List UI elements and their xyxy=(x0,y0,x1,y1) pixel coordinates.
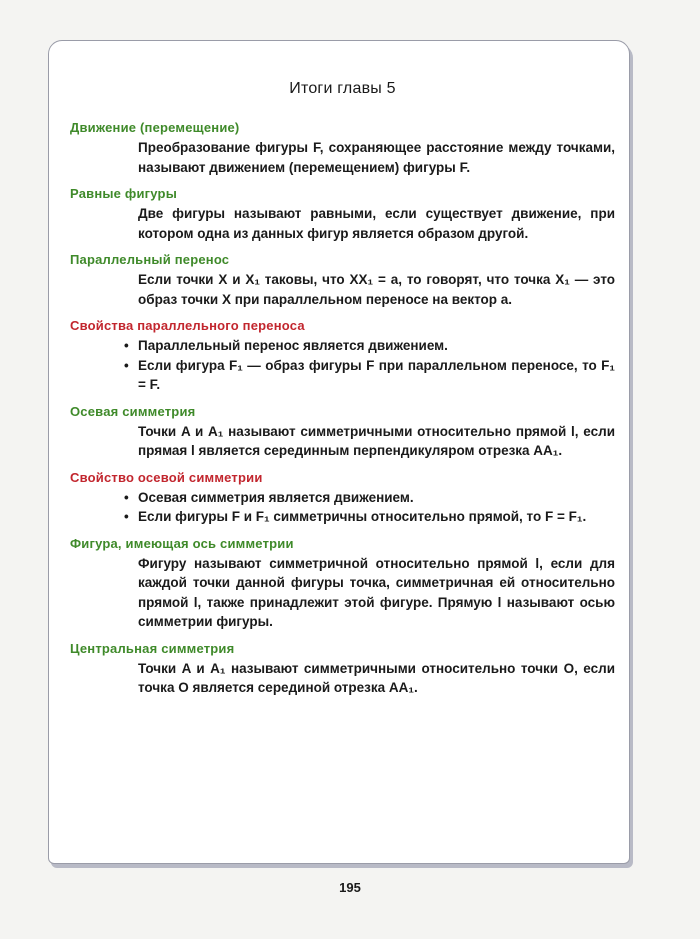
list-item xyxy=(122,356,615,395)
section-text: Точки A и A₁ называют симметричными относительно точки O, если точка O является серединой отрезка AA₁. xyxy=(138,660,615,695)
list-item xyxy=(122,488,615,508)
section-heading: Свойства параллельного переноса xyxy=(70,318,305,333)
section-heading: Центральная симметрия xyxy=(70,640,235,656)
list-item xyxy=(122,507,615,527)
section-text: Фигуру называют симметричной относительно прямой l, если для каждой точки данной фигуры точка, симметричная ей относительно прямой l, также принадлежит этой фигуре. Прямую l называют осью симметрии фигуры. xyxy=(138,555,615,629)
page-number: 195 xyxy=(339,880,361,895)
section-text: Если точки X и X₁ таковы, что XX₁ = a, то говорят, что точка X₁ — это образ точки X при параллельном переносе на вектор a. xyxy=(138,272,615,307)
section-parallel-transfer-properties xyxy=(70,318,615,395)
bullet-list xyxy=(122,488,615,527)
section-axial-symmetry xyxy=(70,404,615,461)
list-item-text: Если фигура F₁ — образ фигуры F при параллельном переносе, то F₁ = F. xyxy=(138,357,615,392)
list-item-text: Параллельный перенос является движением. xyxy=(138,338,448,353)
section-heading: Фигура, имеющая ось симметрии xyxy=(70,535,294,551)
section-heading: Параллельный перенос xyxy=(70,252,230,267)
section-parallel-transfer xyxy=(70,252,615,309)
bullet-icon: • xyxy=(124,489,129,505)
bullet-list xyxy=(122,336,615,395)
section-heading: Равные фигуры xyxy=(70,186,177,201)
list-item-text: Осевая симметрия является движением. xyxy=(138,489,414,505)
list-item-text: Если фигуры F и F₁ симметричны относительно прямой, то F = F₁. xyxy=(138,509,587,524)
section-heading: Движение (перемещение) xyxy=(70,120,240,135)
section-equal-figures xyxy=(70,186,615,243)
section-movement xyxy=(70,120,615,177)
bullet-icon: • xyxy=(124,509,129,524)
bullet-icon: • xyxy=(124,338,129,353)
section-symmetry-axis-figure xyxy=(70,536,615,632)
section-heading: Осевая симметрия xyxy=(70,403,196,419)
summary-content xyxy=(70,80,615,707)
section-axial-symmetry-property xyxy=(70,470,615,527)
section-heading: Свойство осевой симметрии xyxy=(70,469,263,485)
section-text: Точки A и A₁ называют симметричными относительно прямой l, если прямая l является серединным перпендикуляром отрезка AA₁. xyxy=(138,423,615,458)
section-central-symmetry xyxy=(70,641,615,698)
section-text: Преобразование фигуры F, сохраняющее расстояние между точками, называют движением (перемещением) фигуры F. xyxy=(138,140,615,175)
bullet-icon: • xyxy=(124,357,129,373)
page-title: Итоги главы 5 xyxy=(289,80,396,97)
section-text: Две фигуры называют равными, если существует движение, при котором одна из данных фигур является образом другой. xyxy=(138,206,615,241)
list-item xyxy=(122,336,615,356)
